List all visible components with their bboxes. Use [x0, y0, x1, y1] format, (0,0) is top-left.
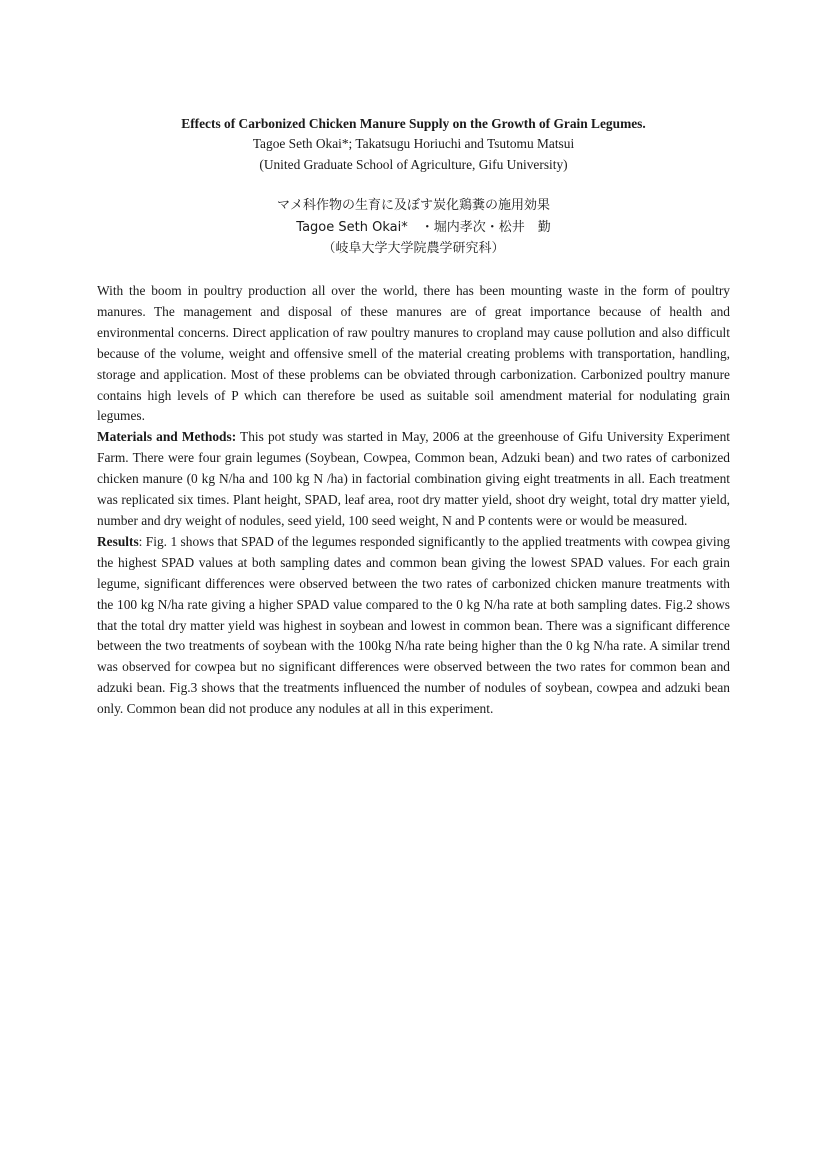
title-english: Effects of Carbonized Chicken Manure Supply on the Growth of Grain Legumes.: [181, 116, 646, 131]
authors-japanese: Tagoe Seth Okai* ・堀内孝次・松井 勤: [296, 220, 551, 235]
intro-paragraph: With the boom in poultry production all over the world, there has been mounting waste in the form of poultry manures. The management and disposal of these manures are of great importance because of health and environmental concerns. Direct application of raw poultry manures to cropland may cause pollution and also difficult because of the volume, weight and offensive smell of the material creating problems with transportation, handling, storage and application. Most of these problems can be obviated through carbonization. Carbonized poultry manure contains high levels of P which can therefore be used as suitable soil amendment material for nodulating grain legumes.: [97, 283, 730, 424]
abstract-body: [97, 281, 730, 720]
results-heading: Results: [97, 533, 139, 549]
methods-text: This pot study was started in May, 2006 at the greenhouse of Gifu University Experiment Farm. There were four grain legumes (Soybean, Cowpea, Common bean, Adzuki bean) and two rates of carbonized chicken manure (0 kg N/ha and 100 kg N /ha) in factorial combination giving eight treatments in all. Each treatment was replicated six times. Plant height, SPAD, leaf area, root dry matter yield, shoot dry weight, total dry matter yield, number and dry weight of nodules, seed yield, 100 seed weight, N and P contents were or would be measured.: [97, 429, 730, 528]
title-japanese: マメ科作物の生育に及ぼす炭化鶏糞の施用効果: [276, 198, 550, 213]
methods-paragraph: [97, 427, 730, 532]
results-paragraph: [97, 532, 730, 720]
affiliation-japanese: （岐阜大学大学院農学研究科）: [322, 241, 505, 256]
methods-heading: Materials and Methods:: [97, 429, 237, 445]
authors-english: Tagoe Seth Okai*; Takatsugu Horiuchi and Tsutomu Matsui: [252, 136, 575, 151]
results-text: : Fig. 1 shows that SPAD of the legumes responded significantly to the applied treatments with cowpea giving the highest SPAD values at both sampling dates and common bean giving the lowest SPAD values. For each grain legume, significant differences were observed between the two rates of carbonized chicken manure treatments with the 100 kg N/ha rate giving a higher SPAD value compared to the 0 kg N/ha rate at both sampling dates. Fig.2 shows that the total dry matter yield was highest in soybean and lowest in common bean. There was a significant difference between the two treatments of soybean with the 100kg N/ha rate being higher than the 0 kg N/ha rate. A similar trend was observed for cowpea but no significant differences were observed between the two rates for common bean and adzuki bean. Fig.3 shows that the treatments influenced the number of nodules of soybean, cowpea and adzuki bean only. Common bean did not produce any nodules at all in this experiment.: [97, 533, 730, 717]
affiliation-english: (United Graduate School of Agriculture, Gifu University): [259, 157, 568, 172]
